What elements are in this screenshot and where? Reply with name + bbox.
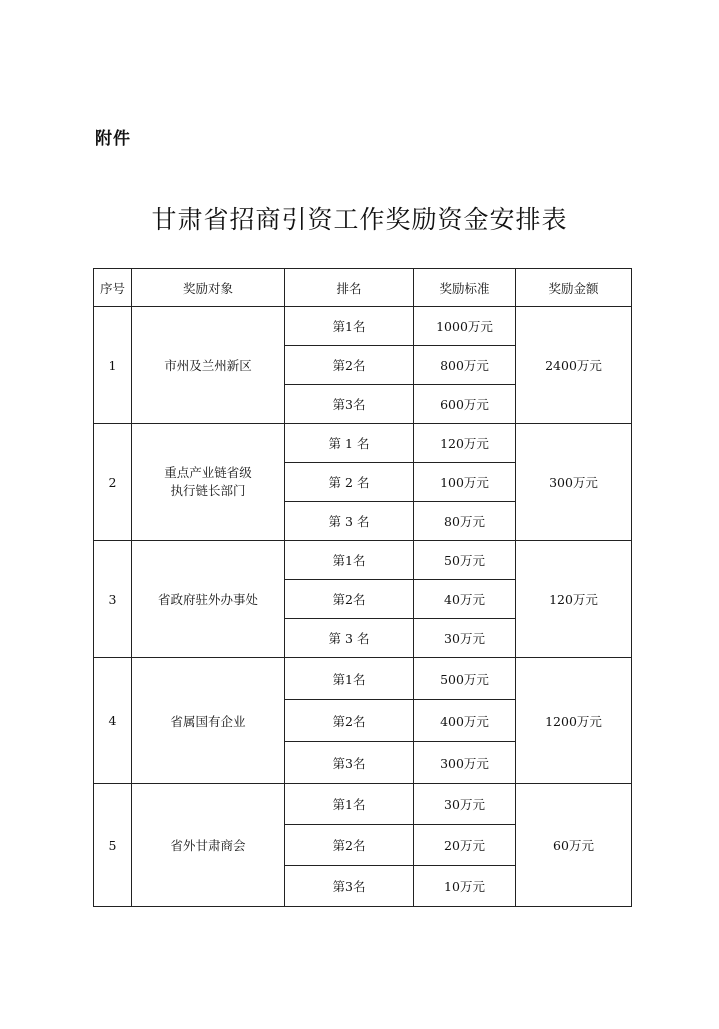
row-rank: 第1名 xyxy=(285,784,414,825)
row-standard: 100万元 xyxy=(414,463,516,502)
row-standard: 80万元 xyxy=(414,502,516,541)
row-rank: 第2名 xyxy=(285,346,414,385)
row-standard: 30万元 xyxy=(414,784,516,825)
header-target: 奖励对象 xyxy=(132,269,285,307)
header-total: 奖励金额 xyxy=(516,269,632,307)
row-index: 2 xyxy=(94,424,132,541)
row-standard: 30万元 xyxy=(414,619,516,658)
row-rank: 第2名 xyxy=(285,580,414,619)
row-rank: 第3名 xyxy=(285,385,414,424)
row-rank: 第 3 名 xyxy=(285,619,414,658)
award-table xyxy=(93,268,632,907)
row-rank: 第1名 xyxy=(285,658,414,700)
row-target xyxy=(132,424,285,541)
row-standard: 120万元 xyxy=(414,424,516,463)
row-total: 1200万元 xyxy=(516,658,632,784)
row-target-line1: 重点产业链省级 xyxy=(164,465,252,480)
row-index: 3 xyxy=(94,541,132,658)
row-standard: 40万元 xyxy=(414,580,516,619)
row-standard: 300万元 xyxy=(414,742,516,784)
row-standard: 20万元 xyxy=(414,825,516,866)
table-header-row xyxy=(94,269,632,307)
row-total: 120万元 xyxy=(516,541,632,658)
row-target-line2: 执行链长部门 xyxy=(170,483,246,498)
table-row xyxy=(94,541,632,580)
row-standard: 50万元 xyxy=(414,541,516,580)
table-row xyxy=(94,307,632,346)
row-rank: 第3名 xyxy=(285,866,414,907)
row-index: 4 xyxy=(94,658,132,784)
attachment-label: 附件 xyxy=(95,129,131,149)
row-rank: 第 1 名 xyxy=(285,424,414,463)
row-standard: 800万元 xyxy=(414,346,516,385)
page-title: 甘肃省招商引资工作奖励资金安排表 xyxy=(151,205,568,234)
row-target: 省政府驻外办事处 xyxy=(132,541,285,658)
row-standard: 1000万元 xyxy=(414,307,516,346)
row-standard: 600万元 xyxy=(414,385,516,424)
table-row xyxy=(94,424,632,463)
table-row xyxy=(94,784,632,825)
table-row xyxy=(94,658,632,700)
row-rank: 第 3 名 xyxy=(285,502,414,541)
header-standard: 奖励标准 xyxy=(414,269,516,307)
row-rank: 第2名 xyxy=(285,825,414,866)
row-standard: 500万元 xyxy=(414,658,516,700)
row-target: 市州及兰州新区 xyxy=(132,307,285,424)
row-standard: 400万元 xyxy=(414,700,516,742)
row-rank: 第1名 xyxy=(285,307,414,346)
row-total: 300万元 xyxy=(516,424,632,541)
header-index: 序号 xyxy=(94,269,132,307)
row-total: 2400万元 xyxy=(516,307,632,424)
row-target: 省外甘肃商会 xyxy=(132,784,285,907)
row-rank: 第3名 xyxy=(285,742,414,784)
row-total: 60万元 xyxy=(516,784,632,907)
row-index: 1 xyxy=(94,307,132,424)
row-rank: 第2名 xyxy=(285,700,414,742)
row-target: 省属国有企业 xyxy=(132,658,285,784)
row-index: 5 xyxy=(94,784,132,907)
row-rank: 第1名 xyxy=(285,541,414,580)
row-standard: 10万元 xyxy=(414,866,516,907)
header-rank: 排名 xyxy=(285,269,414,307)
row-rank: 第 2 名 xyxy=(285,463,414,502)
